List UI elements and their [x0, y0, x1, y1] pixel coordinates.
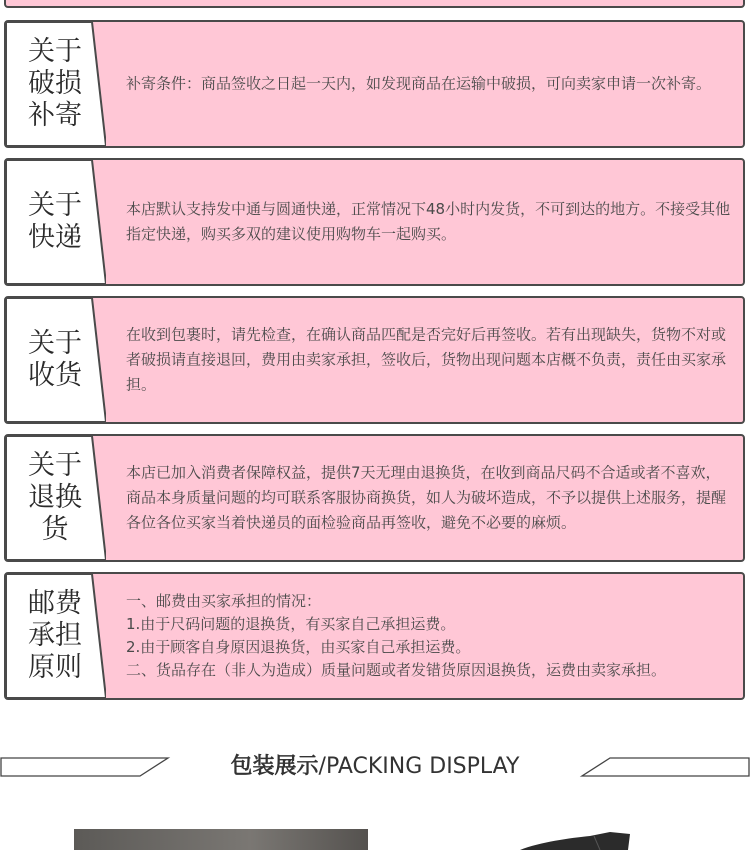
card-title: 关于退换货: [28, 450, 82, 545]
card-tab: [6, 160, 106, 284]
previous-card-remnant: [4, 0, 745, 8]
card-text: 一、邮费由买家承担的情况： 1.由于尺码问题的退换货，有买家自己承担运费。 2.由于顾客自身原因退换货，由买家自己承担运费。 二、货品存在（非人为造成）质量问题或者发错货原因退换货，运费由卖家承担。: [126, 592, 667, 679]
card-text: 在收到包裹时，请先检查，在确认商品匹配是否完好后再签收。若有出现缺失，货物不对或者破损请直接退回，费用由卖家承担，签收后，货物出现问题本店概不负责，责任由买家承担。: [126, 325, 727, 394]
card-title: 关于快递: [28, 190, 82, 253]
packing-title-cn: 包装展示: [230, 754, 319, 779]
card-damage-reship: [4, 20, 745, 148]
card-text: 本店默认支持发中通与圆通快递，正常情况下48小时内发货，不可到达的地方。不接受其他指定快递，购买多双的建议使用购物车一起购买。: [126, 200, 731, 243]
card-shipping: [4, 158, 745, 286]
card-title: 邮费承担原则: [28, 588, 82, 683]
card-returns: [4, 434, 745, 562]
card-receiving: [4, 296, 745, 424]
packing-title-en: /PACKING DISPLAY: [318, 754, 520, 779]
card-text: 本店已加入消费者保障权益，提供7天无理由退换货，在收到商品尺码不合适或者不喜欢，商品本身质量问题的均可联系客服协商换货，如人为破坏造成，不予以提供上述服务，提醒各位各位买家当着快递员的面检验商品再签收，避免不必要的麻烦。: [126, 463, 727, 532]
right-divider-icon: [578, 752, 750, 786]
packing-photo-left: [74, 829, 368, 850]
card-tab: [6, 574, 106, 698]
card-tab: [6, 436, 106, 560]
packing-photo-right: [520, 832, 630, 850]
packing-display-header: [0, 752, 750, 786]
card-tab: [6, 22, 106, 146]
card-title: 关于破损补寄: [28, 36, 82, 131]
card-tab: [6, 298, 106, 422]
card-postage: [4, 572, 745, 700]
card-title: 关于收货: [28, 328, 82, 391]
card-text: 补寄条件：商品签收之日起一天内，如发现商品在运输中破损，可向卖家申请一次补寄。: [126, 74, 712, 93]
